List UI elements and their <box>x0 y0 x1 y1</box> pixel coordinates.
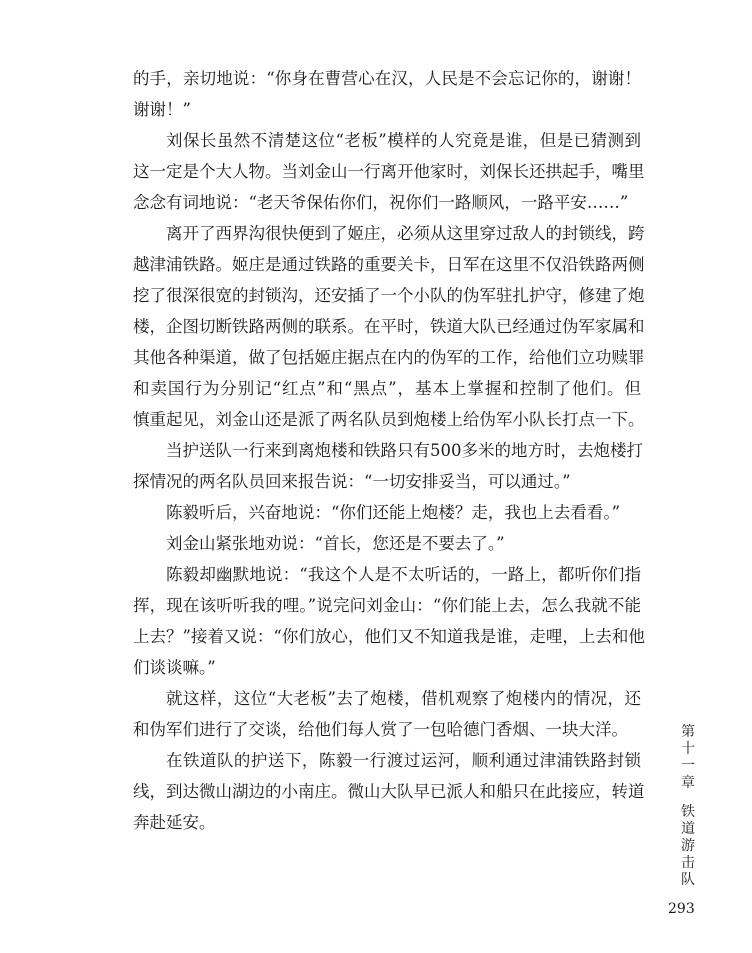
paragraph <box>133 435 641 497</box>
chapter-tab <box>677 724 699 889</box>
text-line: 慎重起见，刘金山还是派了两名队员到炮楼上给伪军小队长打点一下。 <box>133 410 645 429</box>
paragraph <box>133 683 641 745</box>
chapter-label-char: 第 <box>681 724 695 740</box>
paragraph <box>133 497 641 528</box>
chapter-label-char: 一 <box>681 758 695 774</box>
chapter-tab-gap <box>677 792 699 804</box>
chapter-title-char: 道 <box>681 821 695 837</box>
text-line: 这一定是个大人物。当刘金山一行离开他家时，刘保长还拱起手，嘴里 <box>133 162 645 181</box>
body-text <box>133 63 645 838</box>
paragraph <box>133 218 645 435</box>
chapter-label-char: 章 <box>681 775 695 791</box>
text-line: 线，到达微山湖边的小南庄。微山大队早已派人和船只在此接应，转道 <box>133 782 645 801</box>
chapter-title-char: 游 <box>681 838 695 854</box>
text-line: 陈毅却幽默地说：“我这个人是不太听话的，一路上，都听你们指 <box>166 565 641 584</box>
text-line: 越津浦铁路。姬庄是通过铁路的重要关卡，日军在这里不仅沿铁路两侧 <box>133 255 645 274</box>
text-line: 刘金山紧张地劝说：“首长，您还是不要去了。” <box>166 534 505 553</box>
page-number: 293 <box>668 901 695 917</box>
paragraph <box>133 125 645 218</box>
text-line: 陈毅听后，兴奋地说：“你们还能上炮楼？走，我也上去看看。” <box>166 503 621 522</box>
text-line: 念念有词地说：“老天爷保佑你们，祝你们一路顺风，一路平安……” <box>133 193 629 212</box>
text-line: 当护送队一行来到离炮楼和铁路只有500多米的地方时，去炮楼打 <box>166 441 643 460</box>
chapter-title-char: 击 <box>681 855 695 871</box>
text-line: 挖了很深很宽的封锁沟，还安插了一个小队的伪军驻扎护守，修建了炮 <box>133 286 645 305</box>
text-line: 谢谢！” <box>133 100 191 119</box>
text-line: 挥，现在该听听我的哩。”说完问刘金山：“你们能上去，怎么我就不能 <box>133 596 641 615</box>
text-line: 奔赴延安。 <box>133 813 216 832</box>
chapter-label-char: 十 <box>681 741 695 757</box>
text-line: 们谈谈嘛。” <box>133 658 216 677</box>
text-line: 的手，亲切地说：“你身在曹营心在汉，人民是不会忘记你的，谢谢！ <box>133 69 641 88</box>
chapter-title-char: 铁 <box>681 804 695 820</box>
text-line: 就这样，这位“大老板”去了炮楼，借机观察了炮楼内的情况，还 <box>166 689 641 708</box>
text-line: 离开了西界沟很快便到了姬庄，必须从这里穿过敌人的封锁线，跨 <box>166 224 645 243</box>
text-line: 其他各种渠道，做了包括姬庄据点在内的伪军的工作，给他们立功赎罪 <box>133 348 645 367</box>
text-line: 和卖国行为分别记“红点”和“黑点”，基本上掌握和控制了他们。但 <box>133 379 641 398</box>
paragraph <box>133 63 641 125</box>
text-line: 刘保长虽然不清楚这位“老板”模样的人究竟是谁，但是已猜测到 <box>166 131 641 150</box>
text-line: 上去？”接着又说：“你们放心，他们又不知道我是谁，走哩，上去和他 <box>133 627 645 646</box>
text-line: 探情况的两名队员回来报告说：“一切安排妥当，可以通过。” <box>133 472 571 491</box>
chapter-title-char: 队 <box>681 872 695 888</box>
text-line: 和伪军们进行了交谈，给他们每人赏了一包哈德门香烟、一块大洋。 <box>133 720 628 739</box>
text-line: 楼，企图切断铁路两侧的联系。在平时，铁道大队已经通过伪军家属和 <box>133 317 645 336</box>
paragraph <box>133 559 645 683</box>
text-line: 在铁道队的护送下，陈毅一行渡过运河，顺利通过津浦铁路封锁 <box>166 751 641 770</box>
paragraph <box>133 528 641 559</box>
paragraph <box>133 745 645 838</box>
